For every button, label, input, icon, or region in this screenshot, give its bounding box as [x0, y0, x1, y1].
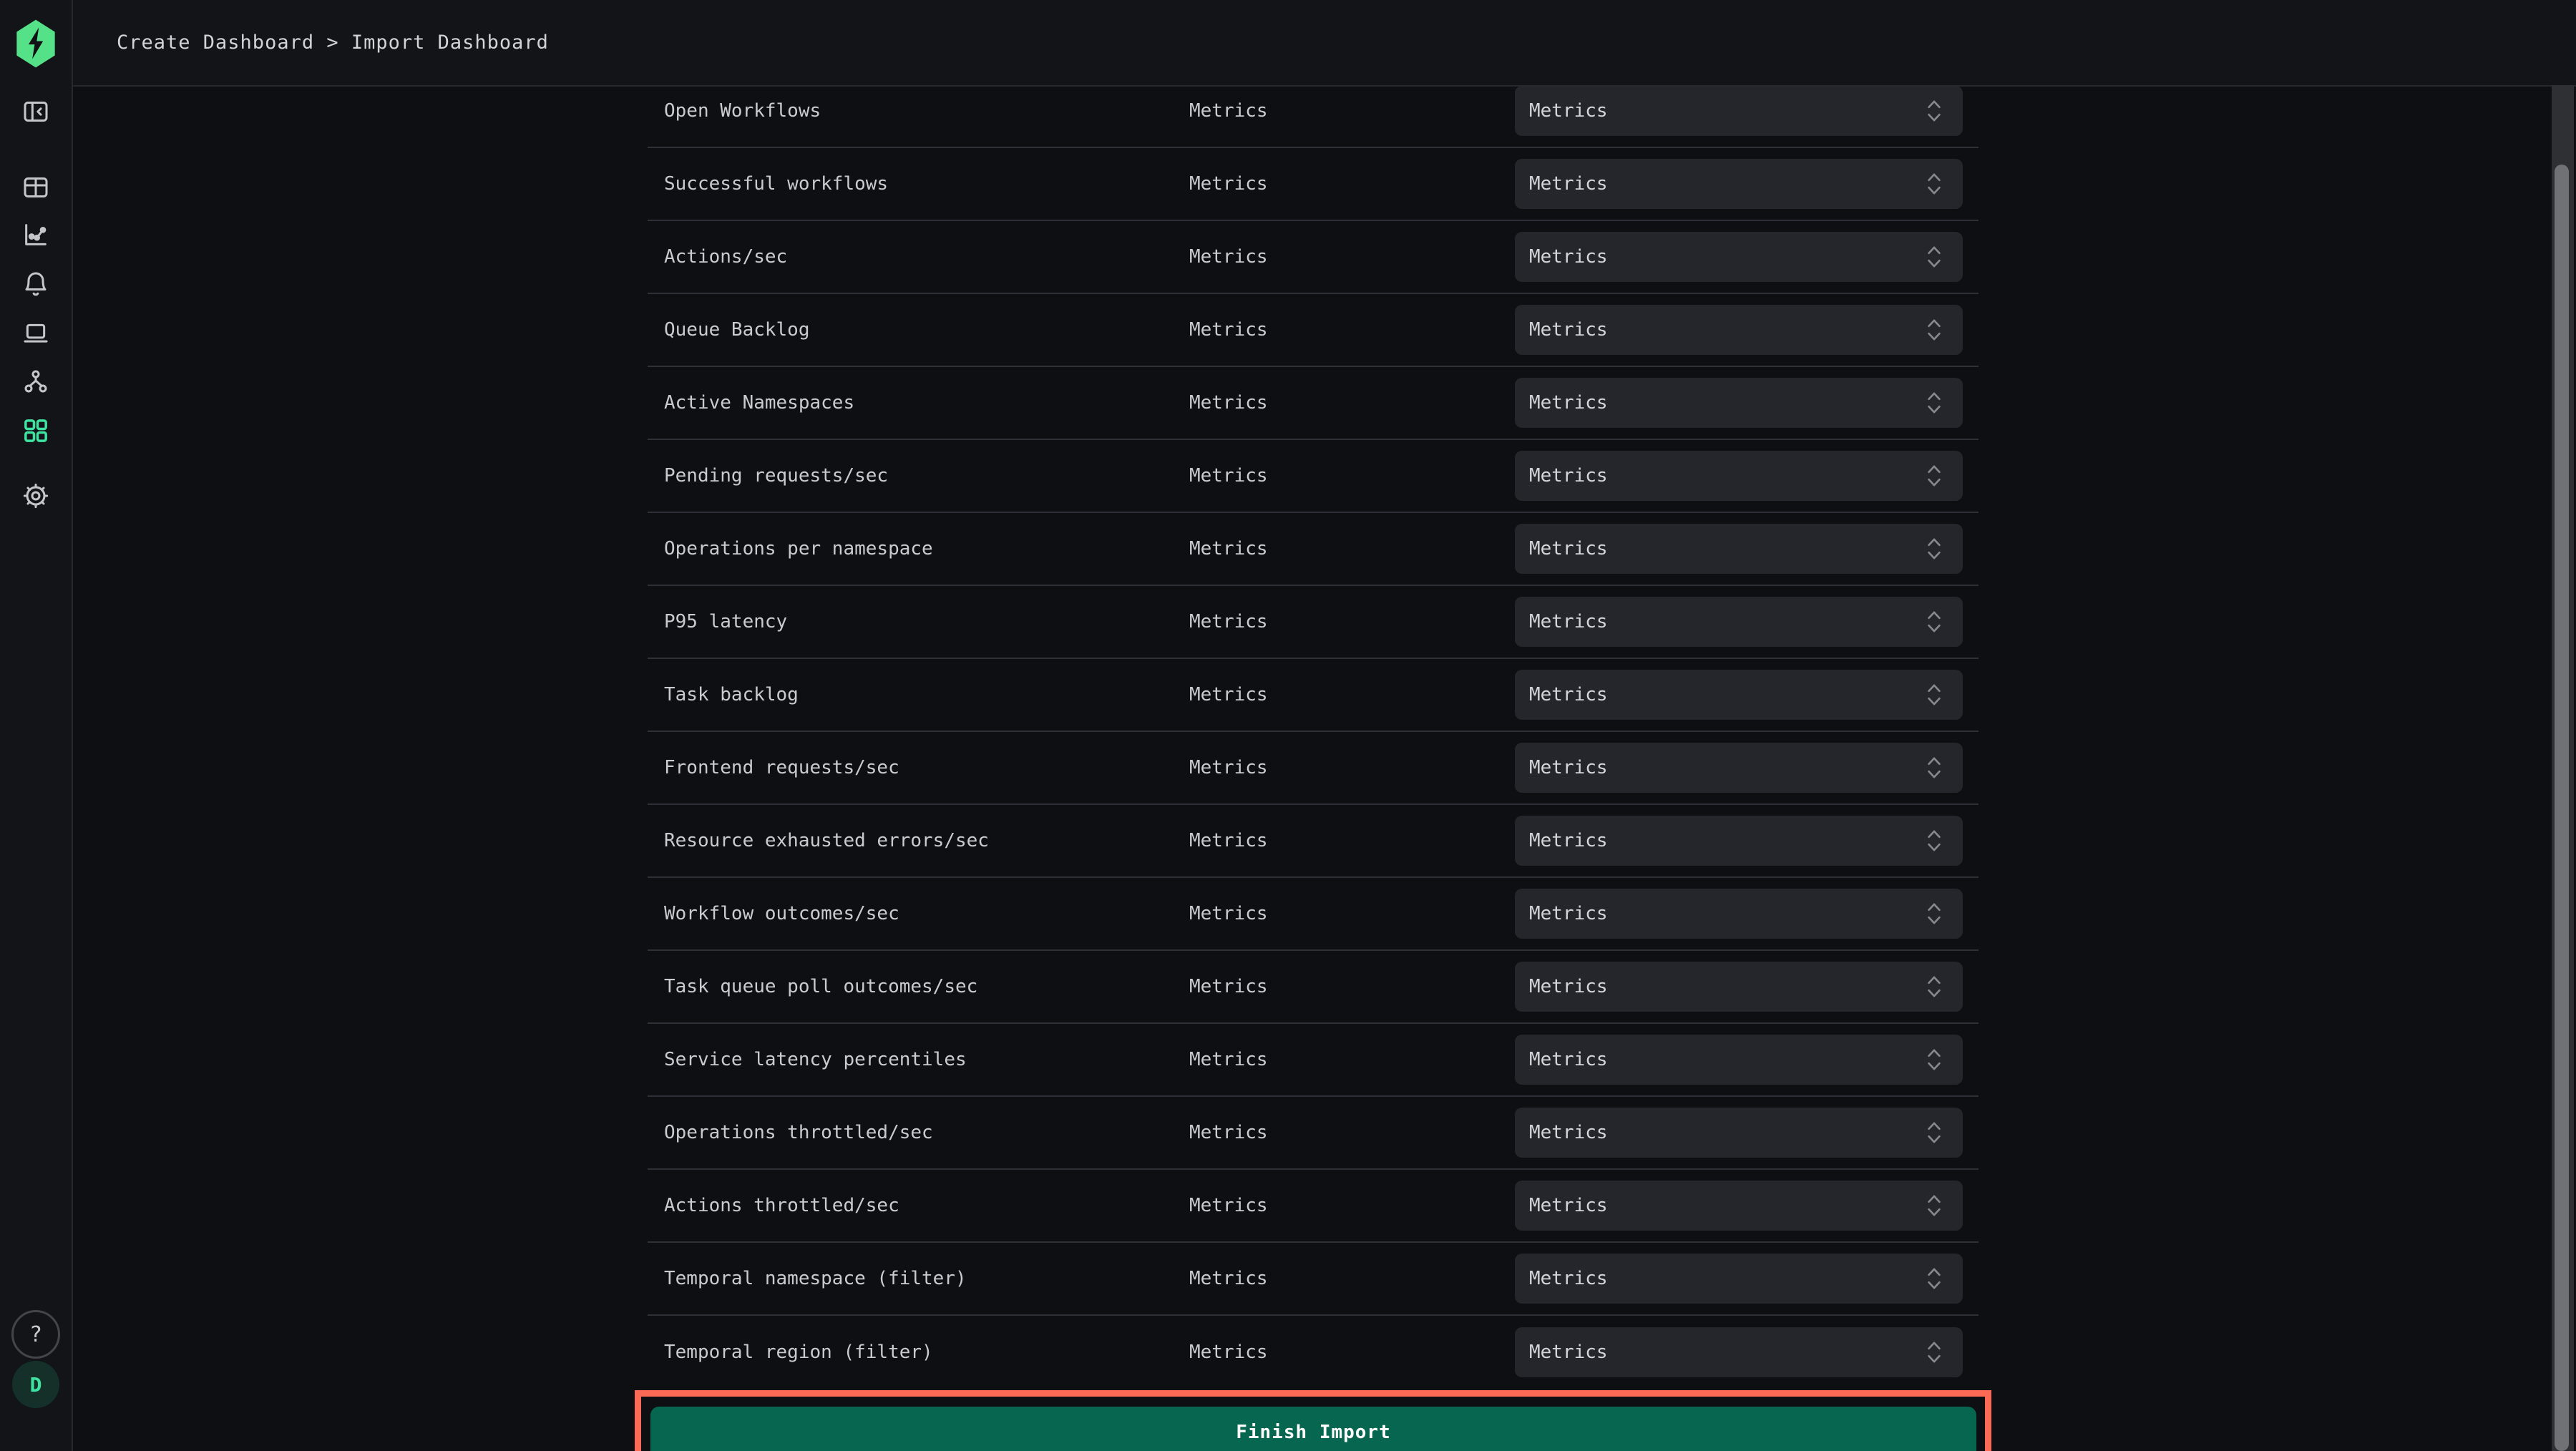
- panel-type-label: Metrics: [1189, 903, 1268, 924]
- panel-name-label: Workflow outcomes/sec: [664, 903, 899, 924]
- collapse-panel-icon: [21, 97, 50, 126]
- table-row: [648, 440, 1979, 513]
- sidebar-item-dashboards[interactable]: [17, 169, 54, 206]
- panel-type-label: Metrics: [1189, 684, 1268, 705]
- select-value: Metrics: [1529, 246, 1608, 268]
- avatar-initial: D: [29, 1372, 42, 1397]
- select-value: Metrics: [1529, 903, 1608, 924]
- panel-type-select[interactable]: [1515, 889, 1963, 939]
- chevron-up-down-icon: [1924, 315, 1944, 345]
- apps-grid-icon: [21, 416, 50, 445]
- brand-logo-icon: [13, 19, 59, 69]
- panel-type-select[interactable]: [1515, 1327, 1963, 1377]
- panel-type-select[interactable]: [1515, 670, 1963, 720]
- top-bar: [73, 0, 2576, 87]
- panel-type-select[interactable]: [1515, 378, 1963, 428]
- help-label: ?: [29, 1321, 43, 1347]
- table-row: [648, 148, 1979, 221]
- panel-type-label: Metrics: [1189, 246, 1268, 268]
- select-value: Metrics: [1529, 538, 1608, 560]
- panel-type-label: Metrics: [1189, 319, 1268, 341]
- chevron-up-down-icon: [1924, 826, 1944, 856]
- panel-name-label: Resource exhausted errors/sec: [664, 830, 989, 851]
- app-logo[interactable]: [13, 19, 59, 72]
- panel-type-select[interactable]: [1515, 524, 1963, 574]
- table-row: [648, 1024, 1979, 1097]
- table-row: [648, 294, 1979, 367]
- panel-type-select[interactable]: [1515, 962, 1963, 1012]
- panel-name-label: Temporal region (filter): [664, 1342, 933, 1363]
- sidebar: [0, 0, 73, 1451]
- panel-type-label: Metrics: [1189, 465, 1268, 487]
- laptop-icon: [21, 319, 50, 348]
- select-value: Metrics: [1529, 1268, 1608, 1289]
- table-row: [648, 367, 1979, 440]
- chevron-up-down-icon: [1924, 607, 1944, 637]
- scrollbar-track[interactable]: [2552, 85, 2574, 1451]
- table-row: [648, 1316, 1979, 1389]
- panel-type-select[interactable]: [1515, 597, 1963, 647]
- table-row: [648, 878, 1979, 951]
- panel-name-label: Temporal namespace (filter): [664, 1268, 967, 1289]
- chevron-up-down-icon: [1924, 534, 1944, 564]
- table-row: [648, 951, 1979, 1024]
- panel-type-label: Metrics: [1189, 1122, 1268, 1143]
- gear-icon: [21, 482, 50, 510]
- panel-type-label: Metrics: [1189, 392, 1268, 414]
- table-row: [648, 1097, 1979, 1170]
- table-row: [648, 732, 1979, 805]
- chevron-up-down-icon: [1924, 1337, 1944, 1367]
- select-value: Metrics: [1529, 100, 1608, 122]
- panel-name-label: Service latency percentiles: [664, 1049, 967, 1070]
- panel-name-label: Actions/sec: [664, 246, 788, 268]
- panel-name-label: Operations per namespace: [664, 538, 933, 560]
- select-value: Metrics: [1529, 830, 1608, 851]
- select-value: Metrics: [1529, 173, 1608, 195]
- panel-name-label: Active Namespaces: [664, 392, 855, 414]
- panel-name-label: P95 latency: [664, 611, 788, 632]
- panel-name-label: Pending requests/sec: [664, 465, 889, 487]
- panel-name-label: Task queue poll outcomes/sec: [664, 976, 978, 997]
- select-value: Metrics: [1529, 976, 1608, 997]
- panel-type-label: Metrics: [1189, 611, 1268, 632]
- sidebar-item-alerts[interactable]: [17, 265, 54, 303]
- chevron-up-down-icon: [1924, 242, 1944, 272]
- chevron-up-down-icon: [1924, 461, 1944, 491]
- panel-type-select[interactable]: [1515, 743, 1963, 793]
- panel-type-label: Metrics: [1189, 173, 1268, 195]
- select-value: Metrics: [1529, 1049, 1608, 1070]
- panel-type-select[interactable]: [1515, 1108, 1963, 1158]
- sidebar-item-apps[interactable]: [17, 412, 54, 449]
- panel-name-label: Task backlog: [664, 684, 799, 705]
- sidebar-item-collapse-panel[interactable]: [17, 93, 54, 130]
- select-value: Metrics: [1529, 1342, 1608, 1363]
- panel-type-select[interactable]: [1515, 1254, 1963, 1304]
- table-icon: [21, 173, 50, 202]
- select-value: Metrics: [1529, 684, 1608, 705]
- panel-type-select[interactable]: [1515, 1035, 1963, 1085]
- select-value: Metrics: [1529, 392, 1608, 414]
- panel-type-label: Metrics: [1189, 100, 1268, 122]
- panel-type-select[interactable]: [1515, 816, 1963, 866]
- table-row: [648, 1243, 1979, 1316]
- import-panel-table: [648, 75, 1979, 1389]
- sidebar-item-workstation[interactable]: [17, 315, 54, 352]
- help-button[interactable]: [11, 1310, 60, 1359]
- panel-type-label: Metrics: [1189, 830, 1268, 851]
- chevron-up-down-icon: [1924, 1045, 1944, 1075]
- panel-type-label: Metrics: [1189, 1342, 1268, 1363]
- panel-type-select[interactable]: [1515, 232, 1963, 282]
- chevron-up-down-icon: [1924, 680, 1944, 710]
- table-row: [648, 586, 1979, 659]
- table-row: [648, 659, 1979, 732]
- panel-type-label: Metrics: [1189, 757, 1268, 778]
- select-value: Metrics: [1529, 319, 1608, 341]
- table-row: [648, 805, 1979, 878]
- panel-name-label: Operations throttled/sec: [664, 1122, 933, 1143]
- chevron-up-down-icon: [1924, 169, 1944, 199]
- select-value: Metrics: [1529, 1195, 1608, 1216]
- panel-type-label: Metrics: [1189, 1049, 1268, 1070]
- panel-name-label: Successful workflows: [664, 173, 889, 195]
- panel-name-label: Frontend requests/sec: [664, 757, 899, 778]
- avatar[interactable]: [12, 1361, 59, 1408]
- scatter-chart-icon: [21, 220, 50, 249]
- select-value: Metrics: [1529, 465, 1608, 487]
- panel-type-label: Metrics: [1189, 1195, 1268, 1216]
- panel-type-select[interactable]: [1515, 159, 1963, 209]
- chevron-up-down-icon: [1924, 1118, 1944, 1148]
- panel-type-label: Metrics: [1189, 976, 1268, 997]
- select-value: Metrics: [1529, 1122, 1608, 1143]
- chevron-up-down-icon: [1924, 1191, 1944, 1221]
- scrollbar-thumb[interactable]: [2555, 165, 2569, 1451]
- breadcrumb: Create Dashboard > Import Dashboard: [117, 31, 549, 54]
- panel-type-label: Metrics: [1189, 538, 1268, 560]
- chevron-up-down-icon: [1924, 96, 1944, 126]
- select-value: Metrics: [1529, 757, 1608, 778]
- panel-type-select[interactable]: [1515, 86, 1963, 136]
- table-row: [648, 513, 1979, 586]
- chevron-up-down-icon: [1924, 753, 1944, 783]
- panel-name-label: Open Workflows: [664, 100, 821, 122]
- panel-type-select[interactable]: [1515, 1181, 1963, 1231]
- sidebar-item-topology[interactable]: [17, 363, 54, 400]
- chevron-up-down-icon: [1924, 899, 1944, 929]
- hierarchy-icon: [21, 367, 50, 396]
- select-value: Metrics: [1529, 611, 1608, 632]
- panel-name-label: Actions throttled/sec: [664, 1195, 899, 1216]
- table-row: [648, 221, 1979, 294]
- chevron-up-down-icon: [1924, 1264, 1944, 1294]
- finish-import-button[interactable]: Finish Import: [650, 1407, 1976, 1451]
- chevron-up-down-icon: [1924, 388, 1944, 418]
- panel-type-label: Metrics: [1189, 1268, 1268, 1289]
- panel-name-label: Queue Backlog: [664, 319, 810, 341]
- table-row: [648, 1170, 1979, 1243]
- sidebar-item-charts[interactable]: [17, 216, 54, 253]
- panel-type-select[interactable]: [1515, 305, 1963, 355]
- chevron-up-down-icon: [1924, 972, 1944, 1002]
- panel-type-select[interactable]: [1515, 451, 1963, 501]
- bell-icon: [21, 270, 50, 298]
- sidebar-item-settings[interactable]: [17, 477, 54, 514]
